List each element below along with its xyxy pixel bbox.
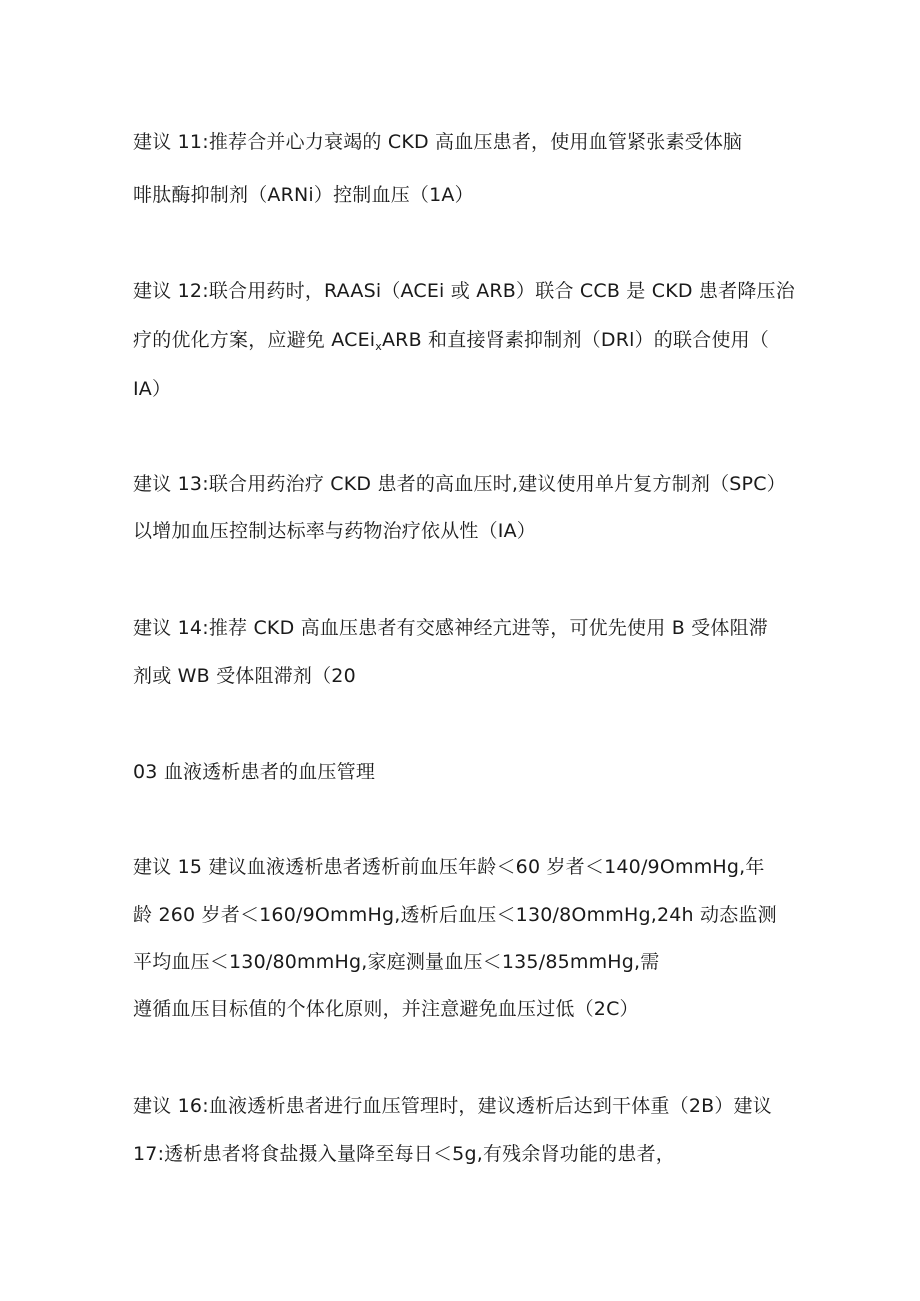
recommendation-12-subscript: x <box>375 340 382 353</box>
recommendation-12-line-1: 建议 12:联合用药时，RAASi（ACEi 或 ARB）联合 CCB 是 CKD 患者降压治 <box>133 280 795 302</box>
recommendation-15-line-2: 龄 260 岁者＜160/9OmmHg,透析后血压＜130/8OmmHg,24h 动态监测 <box>133 904 777 926</box>
recommendation-12-line-2-end: ARB 和直接肾素抑制剂（DRl）的联合使用（ <box>381 329 769 351</box>
recommendation-12-line-2-start: 疗的优化方案，应避免 ACEi <box>133 329 376 351</box>
recommendation-13-line-1: 建议 13:联合用药治疗 CKD 患者的高血压时,建议使用单片复方制剂（SPC） <box>133 473 786 495</box>
recommendation-14-line-2: 剂或 WB 受体阻滞剂（20 <box>133 665 356 687</box>
recommendation-11-line-1: 建议 11:推荐合并心力衰竭的 CKD 高血压患者，使用血管紧张素受体脑 <box>133 131 743 153</box>
recommendation-16-line-1: 建议 16:血液透析患者进行血压管理时，建议透析后达到干体重（2B）建议 <box>133 1095 772 1117</box>
recommendation-13-line-2: 以增加血压控制达标率与药物治疗依从性（IA） <box>133 520 537 542</box>
recommendation-12-line-3: IA） <box>133 378 172 400</box>
recommendation-16-line-2: 17:透析患者将食盐摄入量降至每日＜5g,有残余肾功能的患者， <box>133 1143 675 1165</box>
recommendation-15-line-3: 平均血压＜130/80mmHg,家庭测量血压＜135/85mmHg,需 <box>133 951 660 973</box>
recommendation-14-line-1: 建议 14:推荐 CKD 高血压患者有交感神经亢进等，可优先使用 B 受体阻滞 <box>133 617 768 639</box>
recommendation-11-line-2: 啡肽酶抑制剂（ARNi）控制血压（1A） <box>133 184 474 206</box>
recommendation-15-line-1: 建议 15 建议血液透析患者透析前血压年龄＜60 岁者＜140/9OmmHg,年 <box>133 856 765 878</box>
recommendation-15-line-4: 遵循血压目标值的个体化原则，并注意避免血压过低（2C） <box>133 998 639 1020</box>
recommendation-12-line-2 <box>133 328 769 352</box>
section-heading: 03 血液透析患者的血压管理 <box>133 761 376 783</box>
